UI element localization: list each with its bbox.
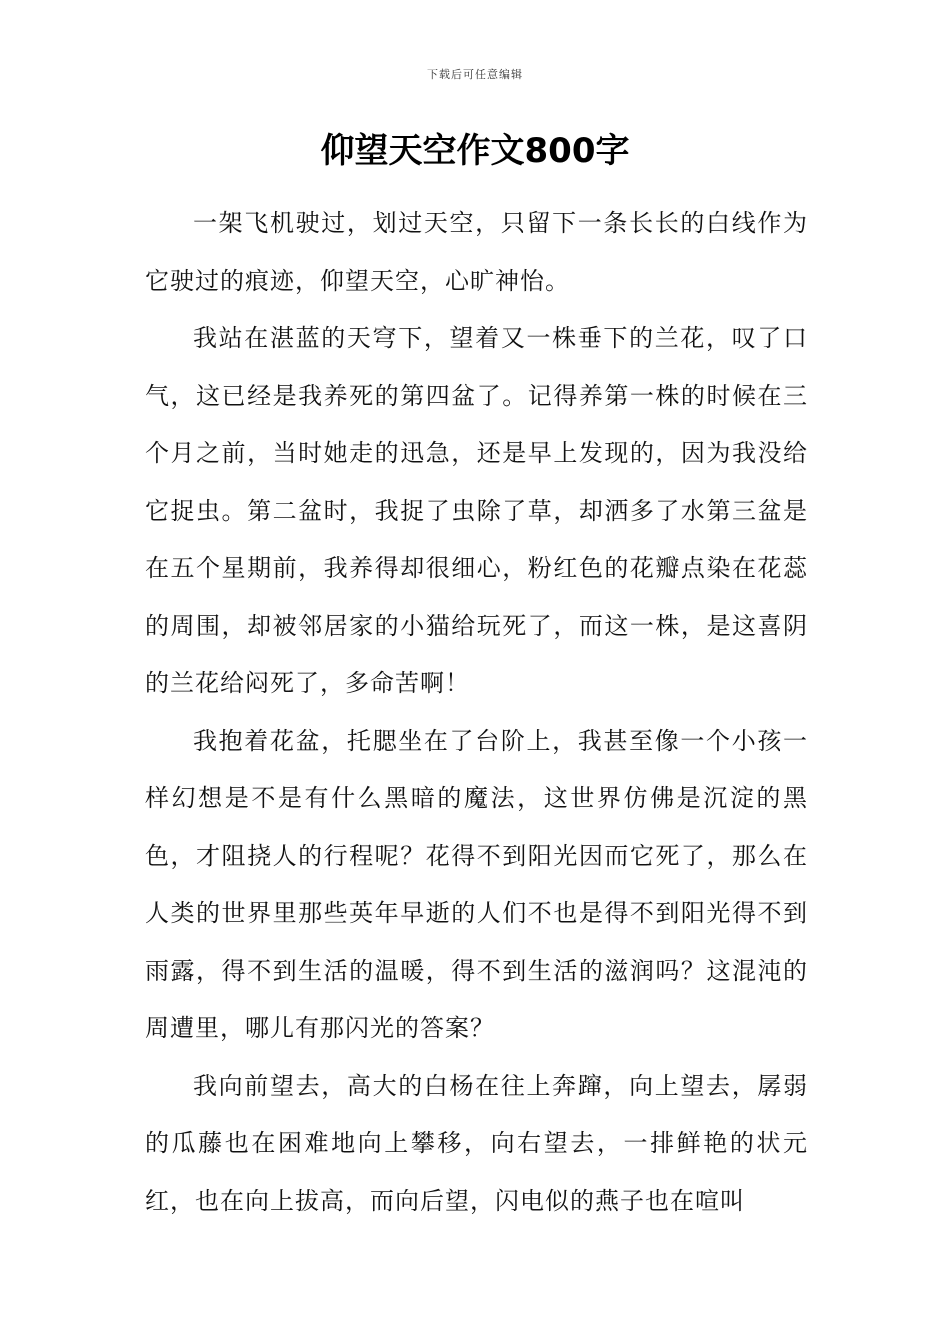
- paragraph-1: 一架飞机驶过，划过天空，只留下一条长长的白线作为它驶过的痕迹，仰望天空，心旷神怡。: [145, 209, 808, 295]
- paragraph-2: 我站在湛蓝的天穹下，望着又一株垂下的兰花，叹了口气，这已经是我养死的第四盆了。记得养第一株的时候在三个月之前，当时她走的迅急，还是早上发现的，因为我没给它捉虫。第二盆时，我捉了虫除了草，却洒多了水第三盆是在五个星期前，我养得却很细心，粉红色的花瓣点染在花蕊的周围，却被邻居家的小猫给玩死了，而这一株，是这喜阴的兰花给闷死了，多命苦啊！: [145, 324, 808, 697]
- document-title: 仰望天空作文800字: [320, 131, 630, 171]
- header-note: 下载后可任意编辑: [427, 68, 523, 81]
- paragraph-4: 我向前望去，高大的白杨在往上奔蹿，向上望去，孱弱的瓜藤也在困难地向上攀移，向右望去，一排鲜艳的状元红，也在向上拔高，而向后望，闪电似的燕子也在喧叫: [145, 1071, 808, 1215]
- paragraph-3: 我抱着花盆，托腮坐在了台阶上，我甚至像一个小孩一样幻想是不是有什么黑暗的魔法，这世界仿佛是沉淀的黑色，才阻挠人的行程呢？花得不到阳光因而它死了，那么在人类的世界里那些英年早逝的人们不也是得不到阳光得不到雨露，得不到生活的温暖，得不到生活的滋润吗？这混沌的周遭里，哪儿有那闪光的答案？: [145, 726, 808, 1042]
- essay-body: [145, 195, 808, 1230]
